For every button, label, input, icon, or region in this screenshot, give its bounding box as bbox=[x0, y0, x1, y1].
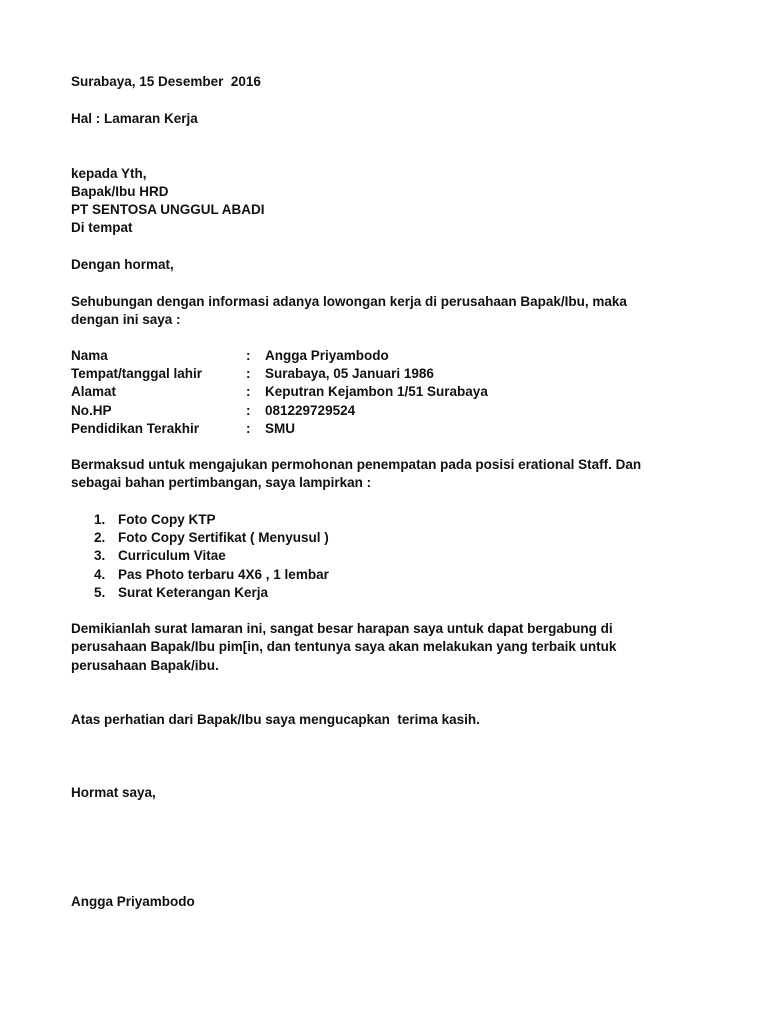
list-item-number: 3. bbox=[94, 548, 106, 563]
field-label: Tempat/tanggal lahir bbox=[71, 366, 203, 381]
purpose-line-1: Bermaksud untuk mengajukan permohonan penempatan pada posisi erational Staff. Dan bbox=[71, 457, 642, 472]
purpose-line-2: sebagai bahan pertimbangan, saya lampirkan : bbox=[71, 475, 372, 490]
subject-line: Hal : Lamaran Kerja bbox=[71, 111, 198, 126]
field-value: 081229729524 bbox=[265, 403, 356, 418]
list-item-text: Surat Keterangan Kerja bbox=[118, 585, 269, 600]
thanks-line: Atas perhatian dari Bapak/Ibu saya mengucapkan terima kasih. bbox=[71, 712, 480, 727]
place-date: Surabaya, 15 Desember 2016 bbox=[71, 74, 261, 89]
field-label: No.HP bbox=[71, 403, 112, 418]
field-value: Surabaya, 05 Januari 1986 bbox=[265, 366, 434, 381]
field-colon: : bbox=[246, 421, 251, 436]
recipient-line-1: kepada Yth, bbox=[71, 166, 147, 181]
list-item-number: 2. bbox=[94, 530, 106, 545]
list-item-text: Pas Photo terbaru 4X6 , 1 lembar bbox=[118, 567, 329, 582]
list-item-number: 5. bbox=[94, 585, 106, 600]
field-label: Nama bbox=[71, 348, 108, 363]
signature-name: Angga Priyambodo bbox=[71, 894, 195, 909]
recipient-company: PT SENTOSA UNGGUL ABADI bbox=[71, 202, 265, 217]
regards-line: Hormat saya, bbox=[71, 785, 156, 800]
list-item-text: Curriculum Vitae bbox=[118, 548, 226, 563]
list-item-number: 1. bbox=[94, 512, 106, 527]
closing-line-3: perusahaan Bapak/ibu. bbox=[71, 658, 219, 673]
intro-line-2: dengan ini saya : bbox=[71, 312, 181, 327]
intro-line-1: Sehubungan dengan informasi adanya lowongan kerja di perusahaan Bapak/Ibu, maka bbox=[71, 294, 627, 309]
list-item-text: Foto Copy KTP bbox=[118, 512, 216, 527]
recipient-line-2: Bapak/Ibu HRD bbox=[71, 184, 169, 199]
field-value: Keputran Kejambon 1/51 Surabaya bbox=[265, 384, 488, 399]
field-value: SMU bbox=[265, 421, 295, 436]
closing-line-1: Demikianlah surat lamaran ini, sangat besar harapan saya untuk dapat bergabung di bbox=[71, 621, 613, 636]
list-item-text: Foto Copy Sertifikat ( Menyusul ) bbox=[118, 530, 329, 545]
field-label: Alamat bbox=[71, 384, 117, 399]
field-label: Pendidikan Terakhir bbox=[71, 421, 200, 436]
list-item-number: 4. bbox=[94, 567, 106, 582]
field-colon: : bbox=[246, 348, 251, 363]
field-colon: : bbox=[246, 384, 251, 399]
field-value: Angga Priyambodo bbox=[265, 348, 389, 363]
recipient-line-4: Di tempat bbox=[71, 220, 133, 235]
salutation: Dengan hormat, bbox=[71, 257, 174, 272]
closing-line-2: perusahaan Bapak/Ibu pim[in, dan tentunya saya akan melakukan yang terbaik untuk bbox=[71, 639, 617, 654]
field-colon: : bbox=[246, 366, 251, 381]
field-colon: : bbox=[246, 403, 251, 418]
